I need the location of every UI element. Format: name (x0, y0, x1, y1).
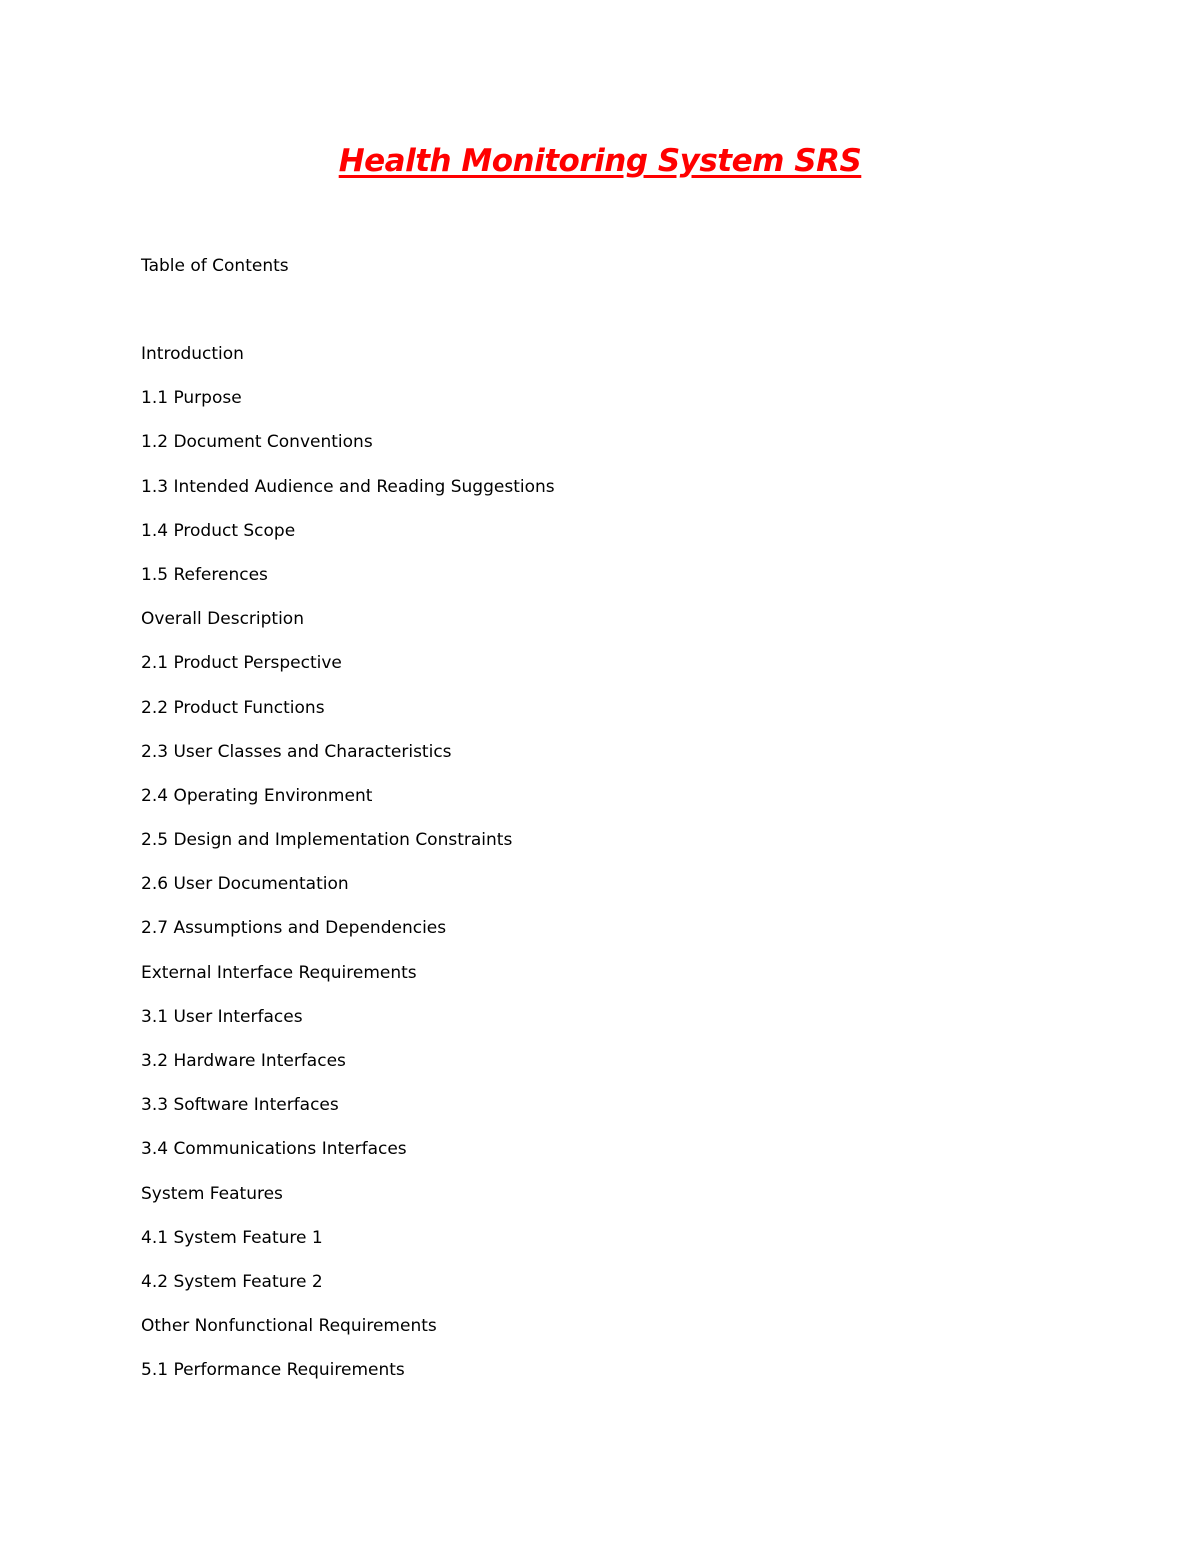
toc-item-introduction: Introduction (141, 344, 244, 364)
toc-item-external-interface-requirements: External Interface Requirements (141, 962, 417, 983)
toc-item-document-conventions: 1.2 Document Conventions (141, 432, 373, 453)
toc-item-user-classes: 2.3 User Classes and Characteristics (141, 741, 452, 762)
toc-item-product-scope: 1.4 Product Scope (141, 520, 296, 541)
toc-item-software-interfaces: 3.3 Software Interfaces (141, 1095, 339, 1116)
toc-item-system-features: System Features (141, 1183, 283, 1204)
toc-item-references: 1.5 References (141, 564, 268, 585)
toc-item-overall-description: Overall Description (141, 609, 304, 630)
toc-item-performance-requirements: 5.1 Performance Requirements (141, 1360, 405, 1381)
toc-item-intended-audience: 1.3 Intended Audience and Reading Suggestions (141, 476, 555, 497)
toc-item-operating-environment: 2.4 Operating Environment (141, 785, 373, 806)
toc-list (141, 343, 555, 1404)
toc-item-design-constraints: 2.5 Design and Implementation Constraints (141, 830, 513, 851)
document-title: Health Monitoring System SRS (338, 143, 862, 179)
toc-item-other-nonfunctional-requirements: Other Nonfunctional Requirements (141, 1316, 437, 1337)
toc-item-user-documentation: 2.6 User Documentation (141, 874, 349, 895)
toc-item-hardware-interfaces: 3.2 Hardware Interfaces (141, 1051, 346, 1071)
toc-item-assumptions-dependencies: 2.7 Assumptions and Dependencies (141, 918, 447, 939)
toc-item-communications-interfaces: 3.4 Communications Interfaces (141, 1139, 407, 1160)
toc-heading: Table of Contents (141, 256, 289, 276)
toc-item-system-feature-2: 4.2 System Feature 2 (141, 1271, 323, 1292)
toc-item-product-perspective: 2.1 Product Perspective (141, 653, 342, 674)
toc-item-user-interfaces: 3.1 User Interfaces (141, 1006, 303, 1027)
toc-item-purpose: 1.1 Purpose (141, 388, 242, 409)
toc-item-system-feature-1: 4.1 System Feature 1 (141, 1227, 323, 1248)
toc-item-product-functions: 2.2 Product Functions (141, 697, 325, 718)
